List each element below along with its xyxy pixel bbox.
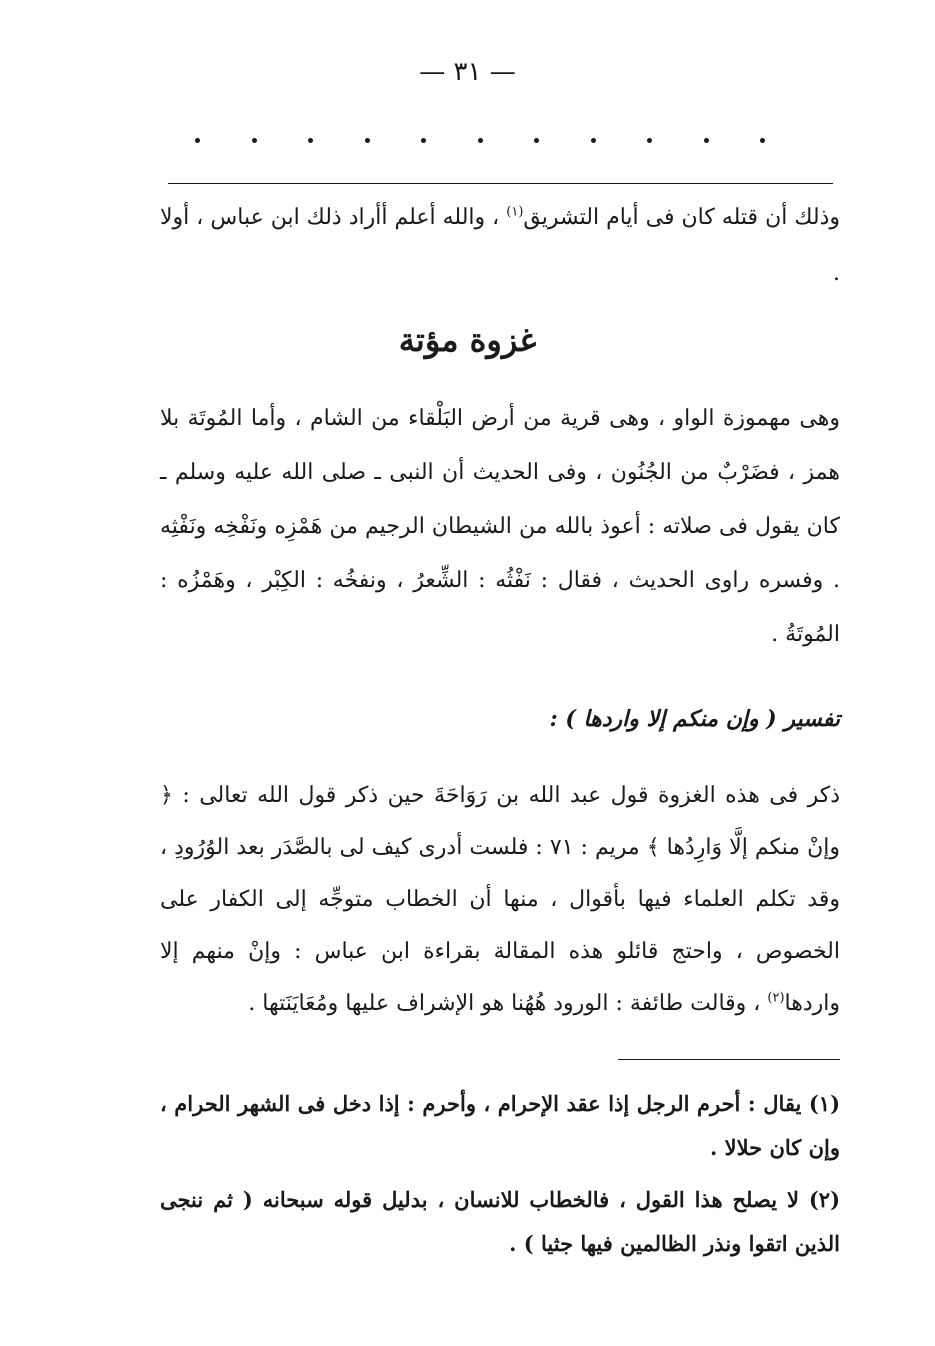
separator-dot bbox=[704, 138, 709, 143]
separator-dot bbox=[591, 138, 596, 143]
separator-dot bbox=[195, 138, 200, 143]
separator-dot bbox=[760, 138, 765, 143]
tafsir-title: تفسير ( وإن منكم إلا واردها ) : bbox=[549, 706, 840, 732]
tafsir-body bbox=[160, 770, 840, 1030]
footnote-marker: (١) bbox=[808, 1091, 840, 1116]
footnote-ref-2[interactable]: (٢) bbox=[767, 990, 785, 1006]
footnote-ref-1[interactable]: (١) bbox=[506, 204, 524, 220]
footnote-text: يقال : أحرم الرجل إذا عقد الإحرام ، وأحرم : إذا دخل فى الشهر الحرام ، وإن كان حلالا . bbox=[160, 1091, 840, 1160]
separator-dot bbox=[365, 138, 370, 143]
footnote-item bbox=[160, 1178, 840, 1266]
separator-dot bbox=[534, 138, 539, 143]
intro-text: وذلك أن قتله كان فى أيام التشريق bbox=[523, 205, 840, 230]
separator-dot bbox=[478, 138, 483, 143]
intro-text-after: ، والله أعلم أأراد ذلك ابن عباس ، أولا . bbox=[160, 205, 840, 286]
separator-dot bbox=[308, 138, 313, 143]
section-body-text: وهى مهموزة الواو ، وهى قرية من أرض البَلْقاء من الشام ، وأما المُوتَة بلا همز ، فضَرْبٌ من الجُنُون ، وفى الحديث أن النبى ـ صلى الله عليه وسلم ـ كان يقول فى صلاته : أعوذ بالله من الشيطان الرجيم من هَمْزِه ونَفْخِه ونَفْثِه . وفسره راوى الحديث ، فقال : نَفْثُه : الشِّعرُ ، ونفخُه : الكِبْر ، وهَمْزُه : المُوتَةُ . bbox=[160, 406, 840, 647]
intro-paragraph bbox=[160, 190, 840, 302]
footnote-rule bbox=[618, 1059, 840, 1060]
footnote-marker: (٢) bbox=[808, 1187, 841, 1212]
tafsir-body-part1: ذكر فى هذه الغزوة قول عبد الله بن رَوَاحَةَ حين ذكر قول الله تعالى : ﴿ وإنْ منكم إلَّا وَارِدُها ﴾ مريم : ٧١ : فلست أدرى كيف لى بالصَّدَر بعد الوُرُودِ ، وقد تكلم العلماء فيها بأقوال ، منها أن الخطاب متوجِّه إلى الكفار على الخصوص ، واحتج قائلو هذه المقالة بقراءة ابن عباس : وإنْ منهم إلا واردها bbox=[160, 783, 841, 1016]
separator-dot bbox=[647, 138, 652, 143]
section-title: غزوة مؤتة bbox=[398, 321, 537, 359]
footnote-spacer bbox=[160, 1170, 840, 1178]
footnotes bbox=[160, 1082, 840, 1266]
top-rule bbox=[168, 183, 833, 184]
dotted-separator bbox=[195, 138, 765, 143]
section-body bbox=[160, 392, 840, 662]
footnote-text: لا يصلح هذا القول ، فالخطاب للانسان ، بدليل قوله سبحانه ( ثم ننجى الذين اتقوا ونذر الظالمين فيها جثيا ) . bbox=[160, 1187, 840, 1256]
tafsir-body-part2: ، وقالت طائفة : الورود هُهُنا هو الإشراف عليها ومُعَايَنَتها . bbox=[248, 991, 761, 1016]
separator-dot bbox=[421, 138, 426, 143]
page-number: — ٣١ — bbox=[419, 57, 516, 87]
footnote-item bbox=[160, 1082, 840, 1170]
separator-dot bbox=[252, 138, 257, 143]
